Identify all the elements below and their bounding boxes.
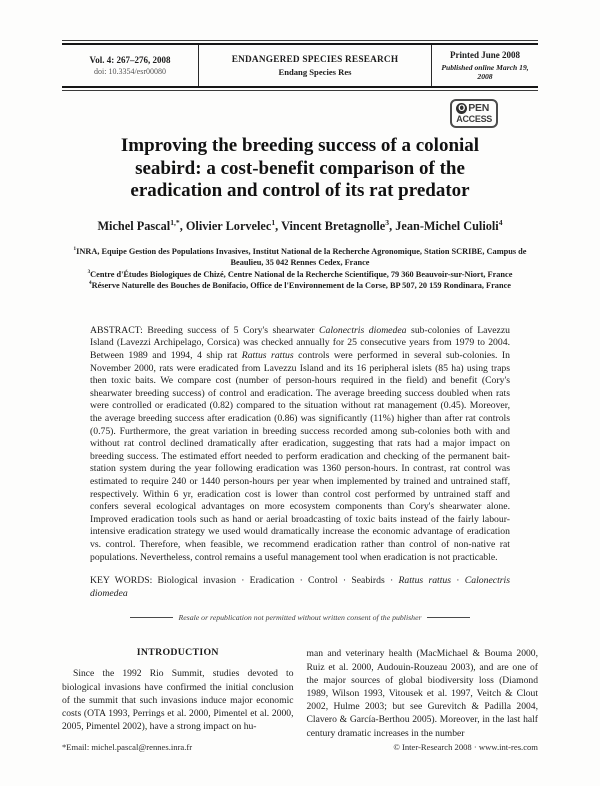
author-separator: , [275,218,282,233]
keywords-separator: · [451,575,465,587]
masthead-bottom-thin-rule [62,90,538,91]
affiliation [62,269,538,281]
article-title: Improving the breeding success of a colonial seabird: a cost-benefit comparison of the eradication and control of its rat predator [120,135,480,201]
species-name: Rattus rattus [241,350,294,362]
body-paragraph: man and veterinary health (MacMichael & Bouma 2000, Ruiz et al. 2000, Audouin-Rouzeau 2003), and are one of the major sources of global biodiversity loss (Diamond 1989, Wilson 1993, Vitousek et al. 1997, Veitch & Clout 2002, Hulme 2003; but see Gurevitch & Padilla 2004, Clavero & García-Berthou 2005). Moreover, in the last half century dramatic increases in the number [306,648,538,739]
affiliation-mark: 3 [87,268,91,275]
affiliations [62,246,538,292]
email-footnote: *Email: michel.pascal@rennes.inra.fr [62,742,193,752]
affiliation-mark: 4 [89,280,92,287]
abstract-text: sub-colonies of Lavezzu Island (Lavezzi Archipelago, Corsica) was checked annually for 25 consecutive years from 1979 to 2004. Between 1989 and 1994, 4 ship rat [90,324,511,362]
masthead-row [62,43,538,88]
author-affiliation-mark: 4 [498,217,503,227]
keywords-label: KEY WORDS: [90,575,153,587]
author-name: Vincent Bretagnolle [281,218,386,233]
notice-left-rule [130,617,173,618]
keywords-text: Biological invasion · Eradication · Control · Seabirds · [152,575,399,587]
author-affiliation-mark: 1,* [170,217,180,227]
left-column [62,647,294,739]
author-affiliation-mark: 3 [385,217,390,227]
publisher-copyright: © Inter-Research 2008 · www.int-res.com [393,742,538,752]
masthead-journal-cell [198,45,432,86]
abstract [90,325,510,564]
affiliation-text: Centre d'Études Biologiques de Chizé, Centre National de la Recherche Scientifique, 79 360 Beauvoir-sur-Niort, France [90,269,513,279]
right-column [307,647,539,739]
open-access-badge [450,99,498,128]
notice-text: Resale or republication not permitted without written consent of the publisher [178,613,422,623]
section-heading-introduction: INTRODUCTION [136,647,219,659]
author-line [62,219,538,234]
affiliation [62,280,538,292]
journal-name: ENDANGERED SPECIES RESEARCH [231,54,399,65]
page-footer [62,742,538,752]
open-access-row [62,99,538,128]
affiliation [62,246,538,269]
open-access-access-text: ACCESS [456,114,492,124]
volume-pages: Vol. 4: 267–276, 2008 [89,55,171,65]
keywords [90,575,510,600]
species-name: Calonectris diomedea [319,324,407,336]
affiliation-text: INRA, Equipe Gestion des Populations Invasives, Institut National de la Recherche Agronomique, Station SCRIBE, Campus de Beaulieu, 35 042 Rennes Cedex, France [76,246,527,268]
masthead [62,40,538,91]
author-name: Michel Pascal [97,218,171,233]
affiliation-text: Réserve Naturelle des Bouches de Bonifacio, Office de l'Environnement de la Corse, BP 507, 20 159 Rondinara, France [91,281,511,291]
author-affiliation-mark: 1 [271,217,276,227]
printed-date: Printed June 2008 [449,50,520,60]
body-paragraph: Since the 1992 Rio Summit, studies devoted to biological invasions have confirmed the initial conclusion of the summit that such invasions induce major economic costs (OTA 1993, Perrings et al. 2000, Pimentel et al. 2000, 2005, Pimentel 2002), have a strong impact on hu- [62,668,294,733]
doi: doi: 10.3354/esr00080 [94,67,166,76]
open-access-line1 [456,103,492,114]
open-access-pen-text: PEN [468,102,489,115]
author-name: Olivier Lorvelec [185,218,272,233]
author-separator: , [389,218,396,233]
open-access-o-icon: O [458,103,466,113]
abstract-text: ABSTRACT: Breeding success of 5 Cory's shearwater [90,324,320,336]
affiliation-mark: 1 [73,245,77,252]
published-online-date: Published online March 19, 2008 [441,63,529,81]
masthead-dates-cell [432,45,538,86]
species-name: Rattus rattus [398,575,452,587]
journal-abbreviation: Endang Species Res [278,66,352,77]
abstract-text: controls were performed in several sub-colonies. In November 2000, rats were eradicated from Lavezzu Island and its 16 peripheral islets (85 ha) using traps then toxic baits. We compare cost (number of person-hours required in the field) and benefit (Cory's shearwater breeding success) of control and eradication. The average breeding success doubled when rats were controlled or eradicated (0.82) compared to the situation without rat management (0.45). Moreover, the average breeding success after eradication (0.86) was significantly (11%) higher than after rat controls (0.75). Furthermore, the great variation in breeding success recorded among sub-colonies both with and without rat control declined dramatically after eradication, suggesting that rats had a major impact on breeding success. The estimated effort needed to perform eradication and checking of the permanent bait-station system during the year following eradication was 1360 person-hours. In contrast, rat control was estimated to require 240 or 1440 person-hours per year when implemented by trained and untrained staff, respectively. Within 6 yr, eradication cost is lower than control cost performed by untrained staff and confers several ecological advantages on more ecosystem components than Cory's shearwater alone. Improved eradication tools such as hand or aerial broadcasting of toxic baits instead of the fairly labour-intensive eradication strategy we used would dramatically increase the economic advantage of eradication vs. control. Therefore, when feasible, we recommend eradication rather than control of non-native rat populations. Nevertheless, control remains a useful management tool when eradication is not practicable. [90,350,510,563]
notice-right-rule [427,617,470,618]
copyright-notice [130,613,470,622]
species-name: Calonectris diomedea [90,575,510,599]
body-columns [62,647,538,739]
author-name: Jean-Michel Culioli [395,218,499,233]
masthead-top-thin-rule [62,40,538,41]
masthead-volume-cell [62,45,198,86]
author-separator: , [179,218,186,233]
